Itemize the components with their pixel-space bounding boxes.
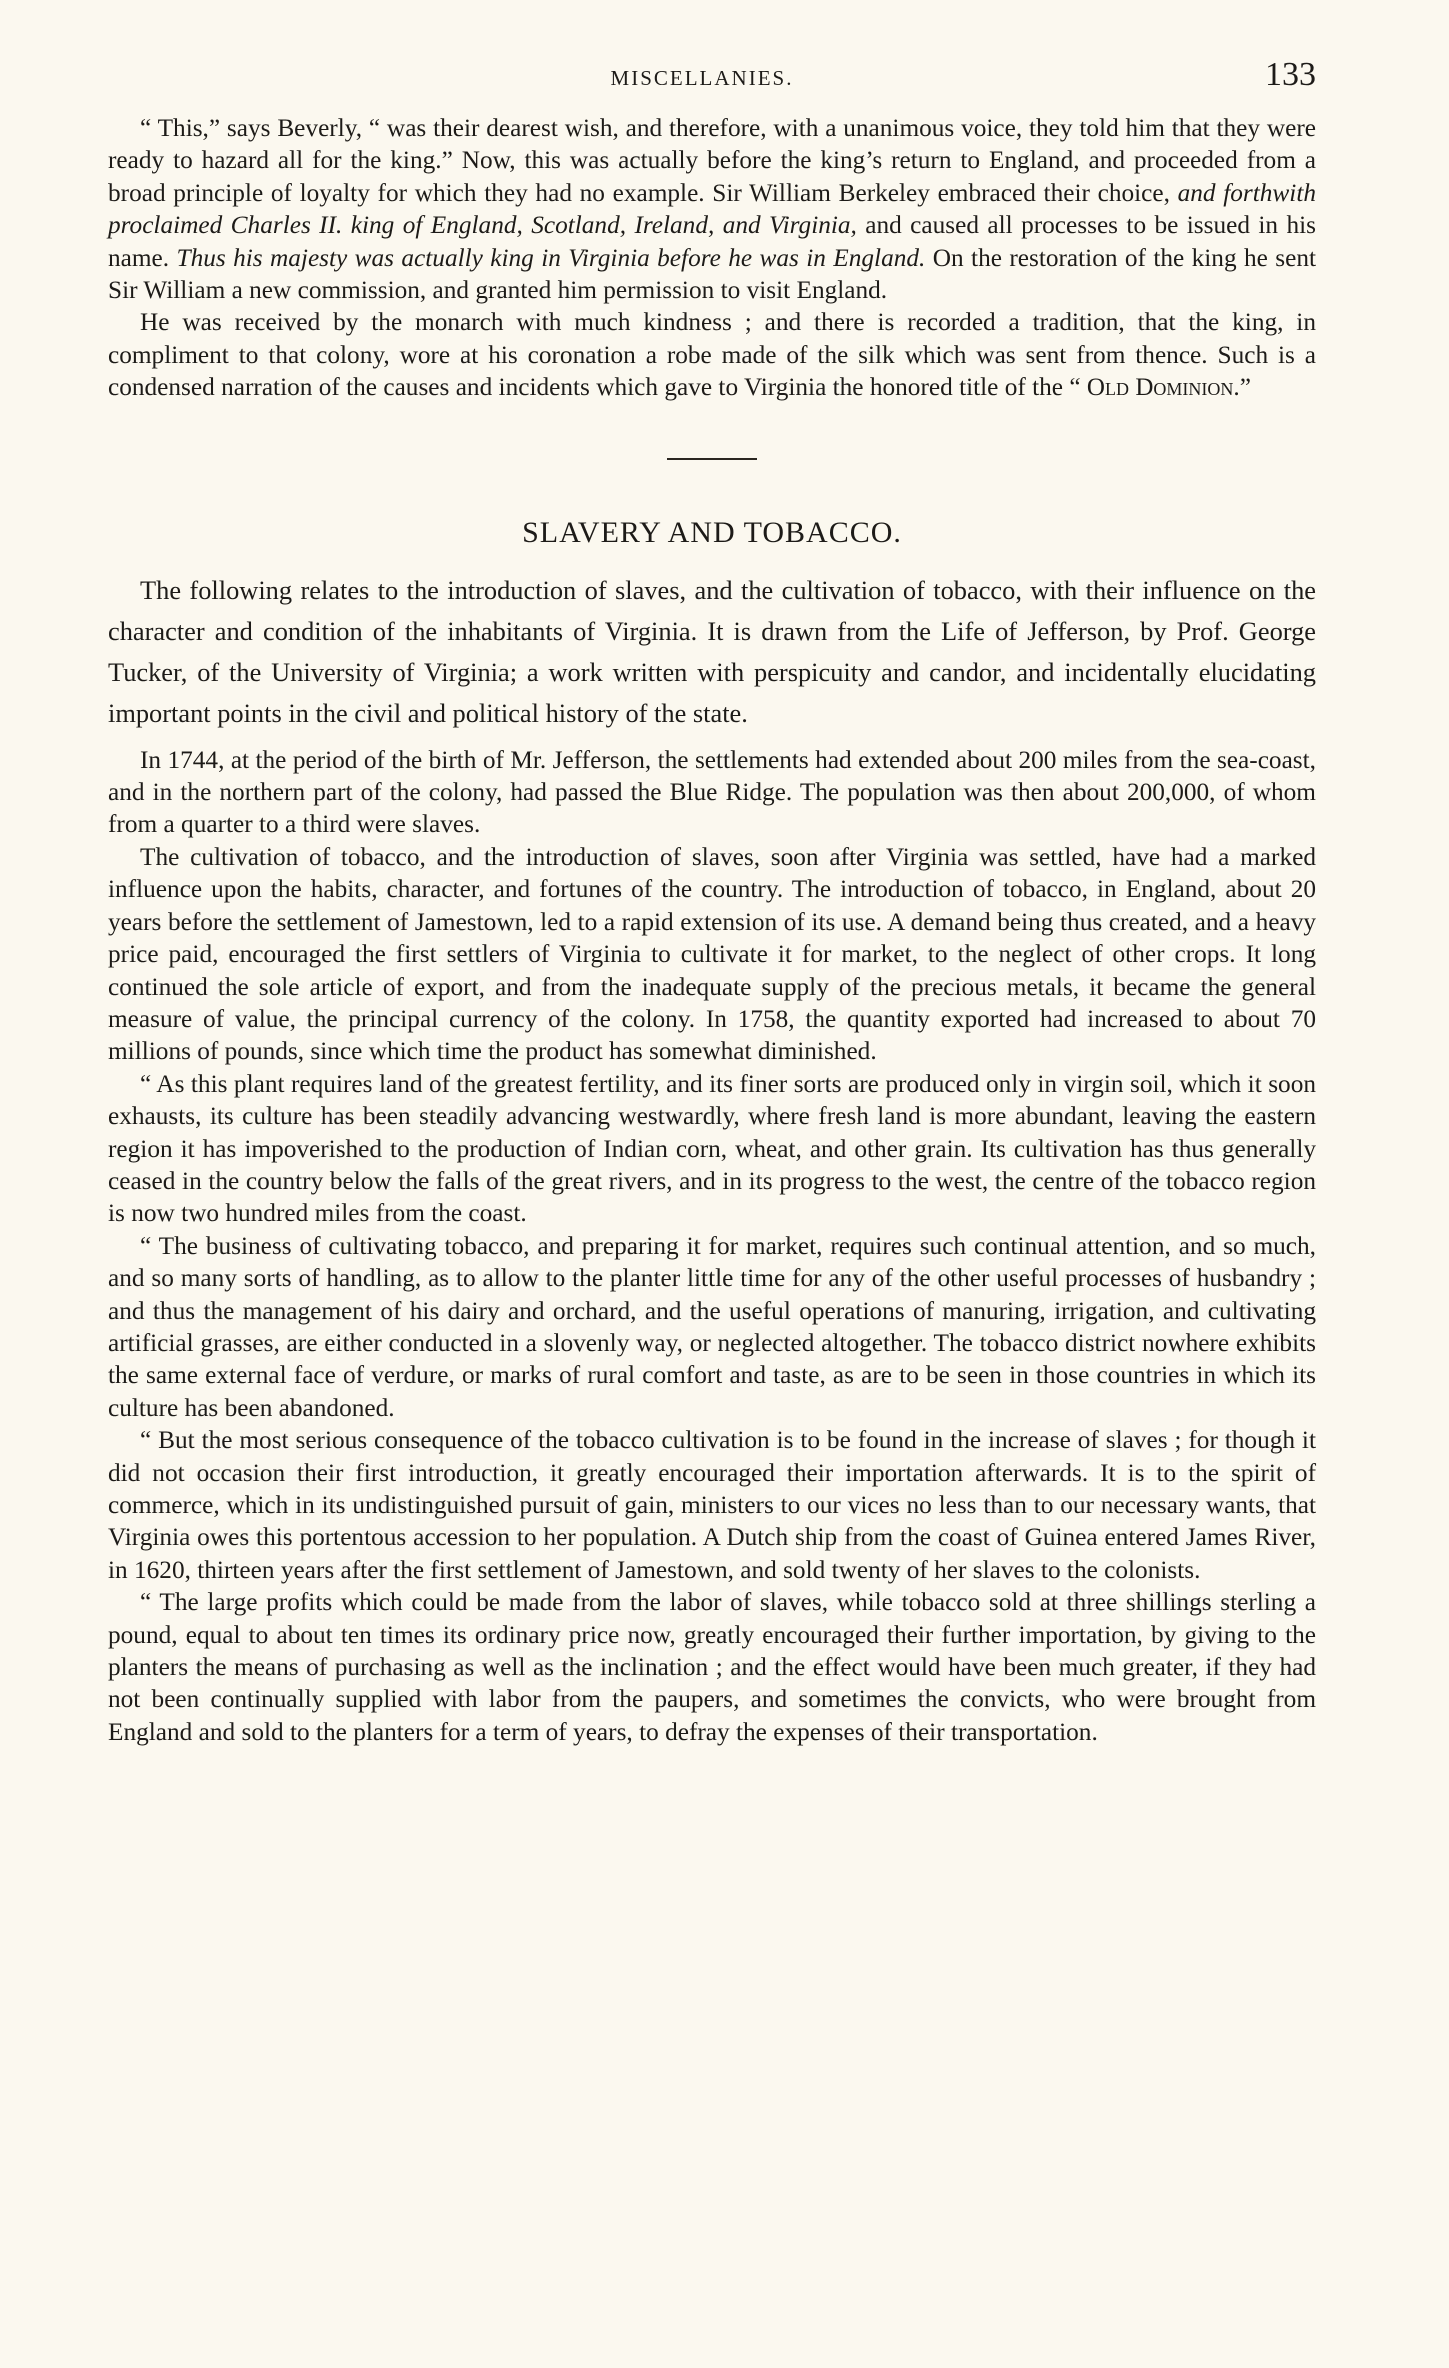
book-page	[108, 52, 1316, 1748]
body-paragraph: “ But the most serious consequence of the tobacco cultivation is to be found in the increase of slaves ; for though it did not occasion their first introduction, it greatly encouraged their importation afterwards. It is to the spirit of commerce, which in its undistinguished pursuit of gain, ministers to our vices no less than to our necessary wants, that Virginia owes this portentous accession to her population. A Dutch ship from the coast of Guinea entered James River, in 1620, thirteen years after the first settlement of Jamestown, and sold twenty of her slaves to the colonists.	[108, 1426, 1316, 1584]
italic-run: and forthwith proclaimed Charles II. king of England, Scotland, Ireland, and Virginia,	[108, 178, 1317, 240]
body-paragraph: “ The business of cultivating tobacco, and preparing it for market, requires such continual attention, and so much, and so many sorts of handling, as to allow to the planter little time for any of the other useful processes of husbandry ; and thus the management of his dairy and orchard, and the useful operations of manuring, irrigation, and cultivating artificial grasses, are either conducted in a slovenly way, or neglected altogether. The tobacco district nowhere exhibits the same external face of verdure, or marks of rural comfort and taste, as are to be seen in those countries in which its culture has been abandoned.	[108, 1231, 1316, 1422]
body-paragraph: In 1744, at the period of the birth of Mr. Jefferson, the settlements had extended about 200 miles from the sea-coast, and in the northern part of the colony, had passed the Blue Ridge. The population was then about 200,000, of whom from a quarter to a third were slaves.	[108, 745, 1316, 839]
text-run: and caused all processes to be issued in his name.	[108, 211, 1316, 272]
body-paragraph: “ As this plant requires land of the greatest fertility, and its finer sorts are produced only in virgin soil, which it soon exhausts, its culture has been steadily advancing westwardly, where fresh land is more abundant, leaving the eastern region it has impoverished to the production of Indian corn, wheat, and other grain. Its cultivation has thus generally ceased in the country below the falls of the great rivers, and in its progress to the west, the centre of the tobacco region is now two hundred miles from the coast.	[108, 1069, 1316, 1228]
body-paragraph: The cultivation of tobacco, and the introduction of slaves, soon after Virginia was settled, have had a marked influence upon the habits, character, and fortunes of the country. The introduction of tobacco, in England, about 20 years before the settlement of Jamestown, led to a rapid extension of its use. A demand being thus created, and a heavy price paid, encouraged the first settlers of Virginia to cultivate it for market, to the neglect of other crops. It long continued the sole article of export, and from the inadequate supply of the precious metals, it became the general measure of value, the principal currency of the colony. In 1758, the quantity exported had increased to about 70 millions of pounds, since which time the product has somewhat diminished.	[108, 842, 1316, 1066]
page-number: 133	[1265, 56, 1316, 93]
paragraph-coronation	[108, 306, 1316, 405]
small-caps-initial: D	[1135, 374, 1154, 402]
intro-paragraph: The following relates to the introduction of slaves, and the cultivation of tobacco, with their influence on the character and condition of the inhabitants of Virginia. It is drawn from the Life of Jefferson, by Prof. George Tucker, of the University of Virginia; a work written with perspicuity and candor, and incidentally elucidating important points in the civil and political history of the state.	[108, 574, 1316, 728]
section-intro	[108, 570, 1316, 734]
text-run: “ This,” says Beverly, “ was their dearest wish, and therefore, with a unanimous voice, they told him that they were ready to hazard all for the king.” Now, this was actually before the king’s return to England, and proceeded from a broad principle of loyalty for which they had no example. Sir William Berkeley embraced their choice,	[108, 114, 1316, 207]
small-caps-rest: LD	[1104, 379, 1129, 400]
italic-run: Thus his majesty was actually king in Virginia before he was in England.	[176, 243, 926, 272]
section-body	[108, 744, 1316, 1749]
body-paragraph: “ The large profits which could be made from the labor of slaves, while tobacco sold at three shillings sterling a pound, equal to about ten times its ordinary price now, greatly encouraged their further importation, by giving to the planters the means of purchasing as well as the inclination ; and the effect would have been much greater, if they had not been continually supplied with labor from the paupers, and sometimes the convicts, who were brought from England and sold to the planters for a term of years, to defray the expenses of their transportation.	[108, 1588, 1316, 1746]
running-head: MISCELLANIES.	[610, 66, 794, 90]
text-run: He was received by the monarch with much kindness ; and there is recorded a tradition, that the king, in compliment to that colony, wore at his coronation a robe made of the silk which was sent from thence. Such is a condensed narration of the causes and incidents which gave to Virginia the honored title of the “	[108, 308, 1316, 402]
small-caps-rest: OMINION	[1153, 379, 1234, 400]
section-title: SLAVERY AND TOBACCO.	[522, 515, 902, 549]
page-header	[108, 52, 1316, 112]
text-run: On the restoration of the king he sent Sir William a new commission, and granted him permission to visit England.	[108, 243, 1317, 305]
paragraph-beverly-quote	[108, 112, 1316, 306]
text-run: .”	[1233, 373, 1251, 402]
small-caps-initial: O	[1086, 374, 1105, 402]
section-separator	[667, 458, 757, 460]
